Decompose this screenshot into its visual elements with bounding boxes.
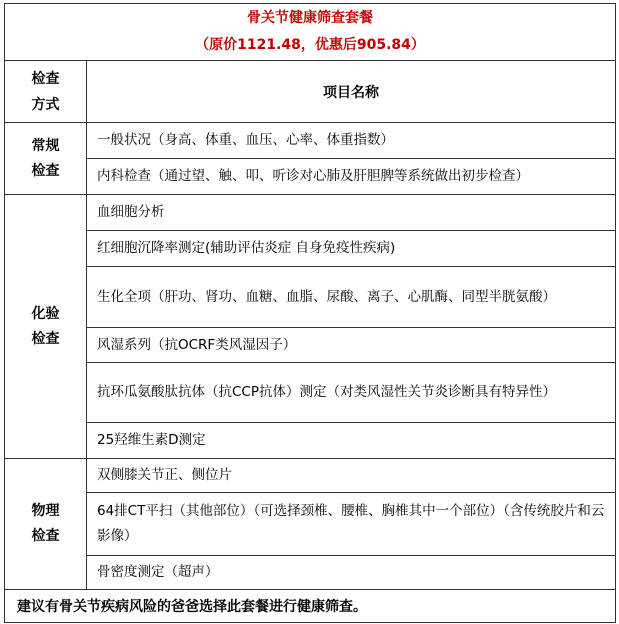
- item-knee-xray: 双侧膝关节正、侧位片: [87, 459, 616, 493]
- category-label-line1: 常规: [31, 137, 60, 154]
- method-header: [5, 61, 87, 123]
- category-label-line2: 检查: [31, 330, 60, 347]
- category-physical: [5, 459, 87, 590]
- category-label-line2: 检查: [31, 528, 60, 544]
- item-internal-exam: 内科检查（通过望、触、叩、听诊对心肺及肝胆脾等系统做出初步检查）: [87, 159, 616, 195]
- method-header-line1: 检查: [31, 70, 60, 87]
- package-price: （原价1121.48，优惠后905.84）: [195, 37, 425, 53]
- item-rheumatism-panel: 风湿系列（抗OCRF类风湿因子）: [87, 328, 616, 363]
- recommendation-note: 建议有骨关节疾病风险的爸爸选择此套餐进行健康筛查。: [5, 590, 616, 623]
- category-label-line1: 物理: [31, 503, 60, 519]
- item-name-header: 项目名称: [87, 61, 616, 123]
- category-lab: [5, 195, 87, 459]
- checkup-package-table: [4, 3, 616, 623]
- item-blood-cell-analysis: 血细胞分析: [87, 195, 616, 231]
- item-vitamin-d: 25羟维生素D测定: [87, 423, 616, 459]
- category-label-line1: 化验: [31, 305, 60, 322]
- item-general-status: 一般状况（身高、体重、血压、心率、体重指数）: [87, 123, 616, 159]
- title-cell: [5, 4, 616, 61]
- category-label-line2: 检查: [31, 162, 60, 179]
- method-header-line2: 方式: [31, 96, 60, 113]
- category-routine: [5, 123, 87, 195]
- item-esr-test: 红细胞沉降率测定(辅助评估炎症 自身免疫性疾病): [87, 231, 616, 267]
- item-anti-ccp: 抗环瓜氨酸肽抗体（抗CCP抗体）测定（对类风湿性关节炎诊断具有特异性）: [87, 363, 616, 423]
- item-bone-density: 骨密度测定（超声）: [87, 556, 616, 590]
- package-title: 骨关节健康筛查套餐: [247, 10, 373, 26]
- item-biochem-panel: 生化全项（肝功、肾功、血糖、血脂、尿酸、离子、心肌酶、同型半胱氨酸）: [87, 267, 616, 328]
- item-ct-scan: 64排CT平扫（其他部位）（可选择颈椎、腰椎、胸椎其中一个部位）（含传统胶片和云影像）: [87, 493, 616, 556]
